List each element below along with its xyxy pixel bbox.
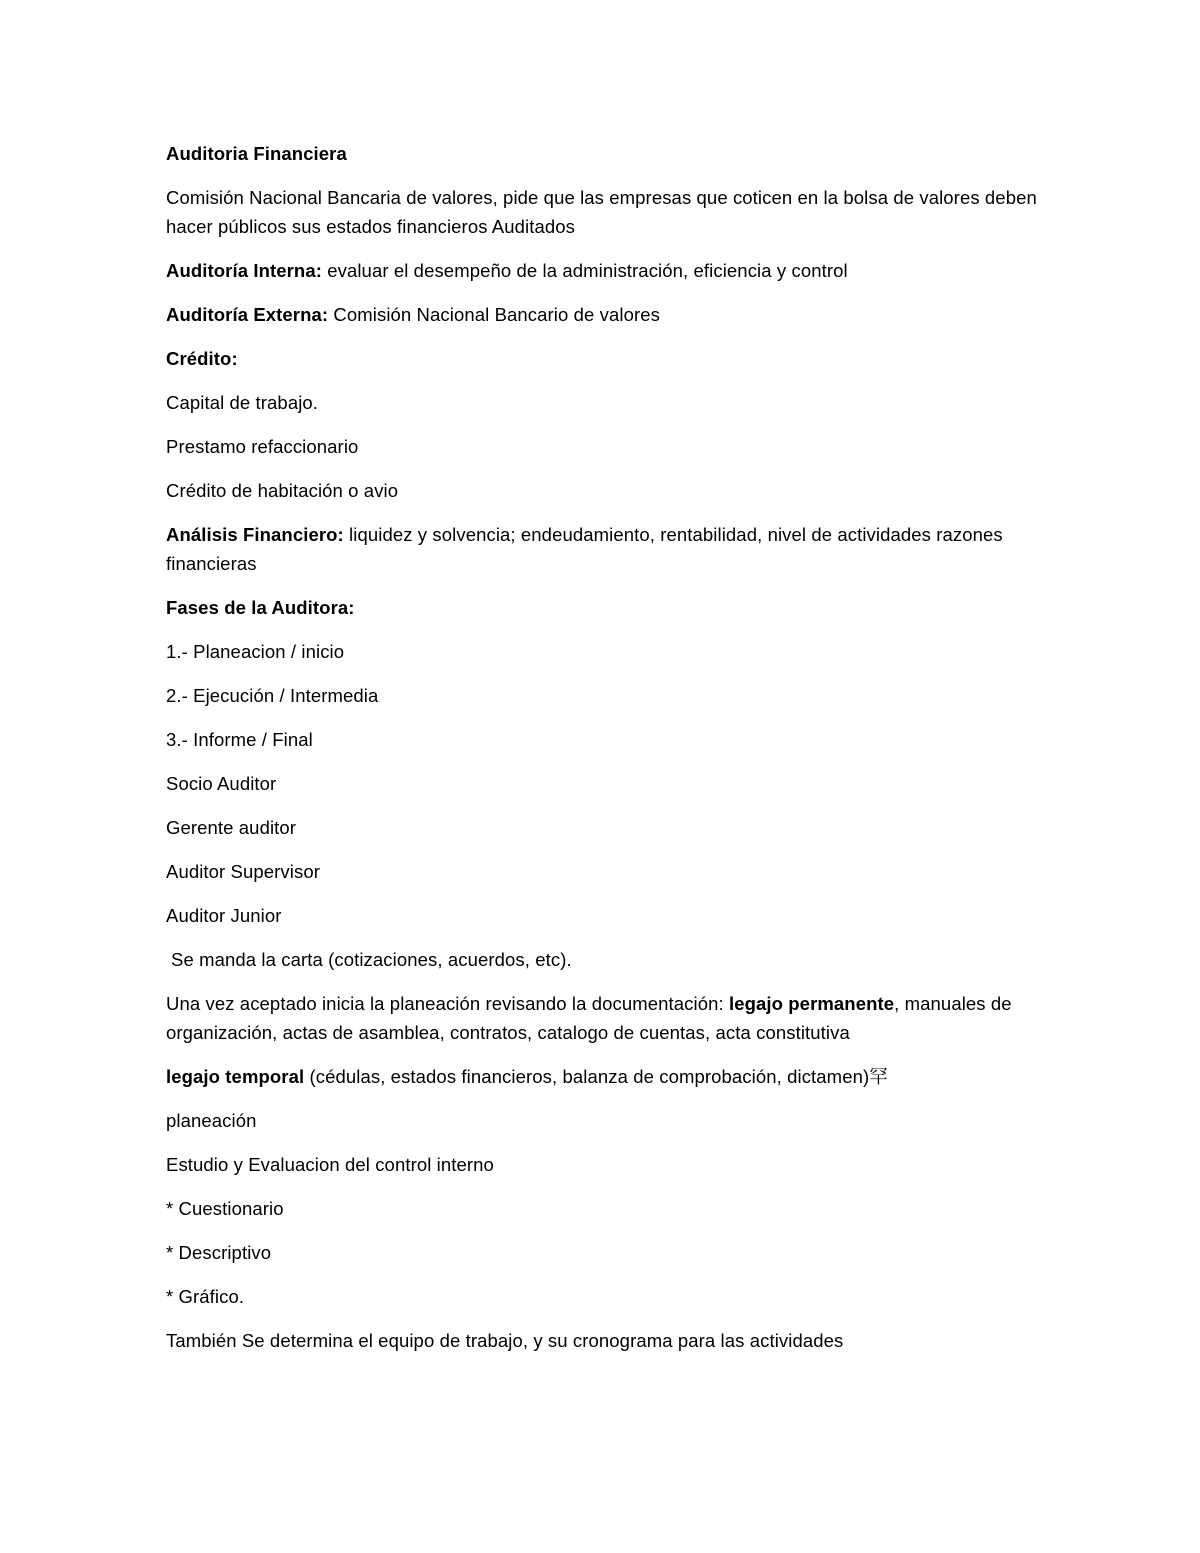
fase-item: 2.- Ejecución / Intermedia — [166, 685, 379, 706]
role-item: Auditor Supervisor — [166, 861, 320, 882]
credito-item: Crédito de habitación o avio — [166, 480, 399, 501]
legajo-temporal-label: legajo temporal — [166, 1066, 305, 1087]
document-title: Auditoria Financiera — [166, 143, 347, 164]
auditoria-externa-text: Comisión Nacional Bancario de valores — [328, 304, 660, 325]
role-item: Gerente auditor — [166, 817, 297, 838]
role-item: Auditor Junior — [166, 905, 282, 926]
bullet-item: * Descriptivo — [166, 1242, 272, 1263]
carta-paragraph: Se manda la carta (cotizaciones, acuerdos, etc). — [171, 949, 572, 970]
intro-paragraph: Comisión Nacional Bancaria de valores, pide que las empresas que coticen en la bolsa de valores deben hacer públicos sus estados financieros Auditados — [166, 187, 1037, 237]
credito-item: Capital de trabajo. — [166, 392, 319, 413]
analisis-financiero-paragraph — [166, 520, 1046, 578]
auditoria-interna-label: Auditoría Interna: — [166, 260, 322, 281]
bullet-item: * Gráfico. — [166, 1286, 245, 1307]
fase-item: 1.- Planeacion / inicio — [166, 641, 345, 662]
cierre-paragraph: También Se determina el equipo de trabajo, y su cronograma para las actividades — [166, 1330, 844, 1351]
auditoria-interna-text: evaluar el desempeño de la administración, eficiencia y control — [321, 260, 848, 281]
planeacion-line: planeación — [166, 1110, 257, 1131]
fases-heading: Fases de la Auditora: — [166, 597, 355, 618]
auditoria-externa-paragraph — [166, 300, 1046, 329]
analisis-financiero-label: Análisis Financiero: — [166, 524, 344, 545]
legajo-permanente-label: legajo permanente — [728, 993, 895, 1014]
credito-heading: Crédito: — [166, 348, 238, 369]
auditoria-interna-paragraph — [166, 256, 1046, 285]
role-item: Socio Auditor — [166, 773, 277, 794]
analisis-financiero-text: liquidez y solvencia; endeudamiento, rentabilidad, nivel de actividades razones financieras — [166, 524, 1003, 574]
bullet-item: * Cuestionario — [166, 1198, 284, 1219]
legajo-temporal-paragraph: legajo temporal (cédulas, estados financieros, balanza de comprobación, dictamen)罕 — [166, 1066, 888, 1087]
auditoria-externa-label: Auditoría Externa: — [166, 304, 329, 325]
document-body — [166, 139, 1046, 1370]
credito-item: Prestamo refaccionario — [166, 436, 359, 457]
fase-item: 3.- Informe / Final — [166, 729, 313, 750]
estudio-line: Estudio y Evaluacion del control interno — [166, 1154, 494, 1175]
planeacion-documentacion-paragraph: Una vez aceptado inicia la planeación revisando la documentación: legajo permanente, manuales de organización, actas de asamblea, contratos, catalogo de cuentas, acta constitutiva — [166, 993, 1012, 1043]
